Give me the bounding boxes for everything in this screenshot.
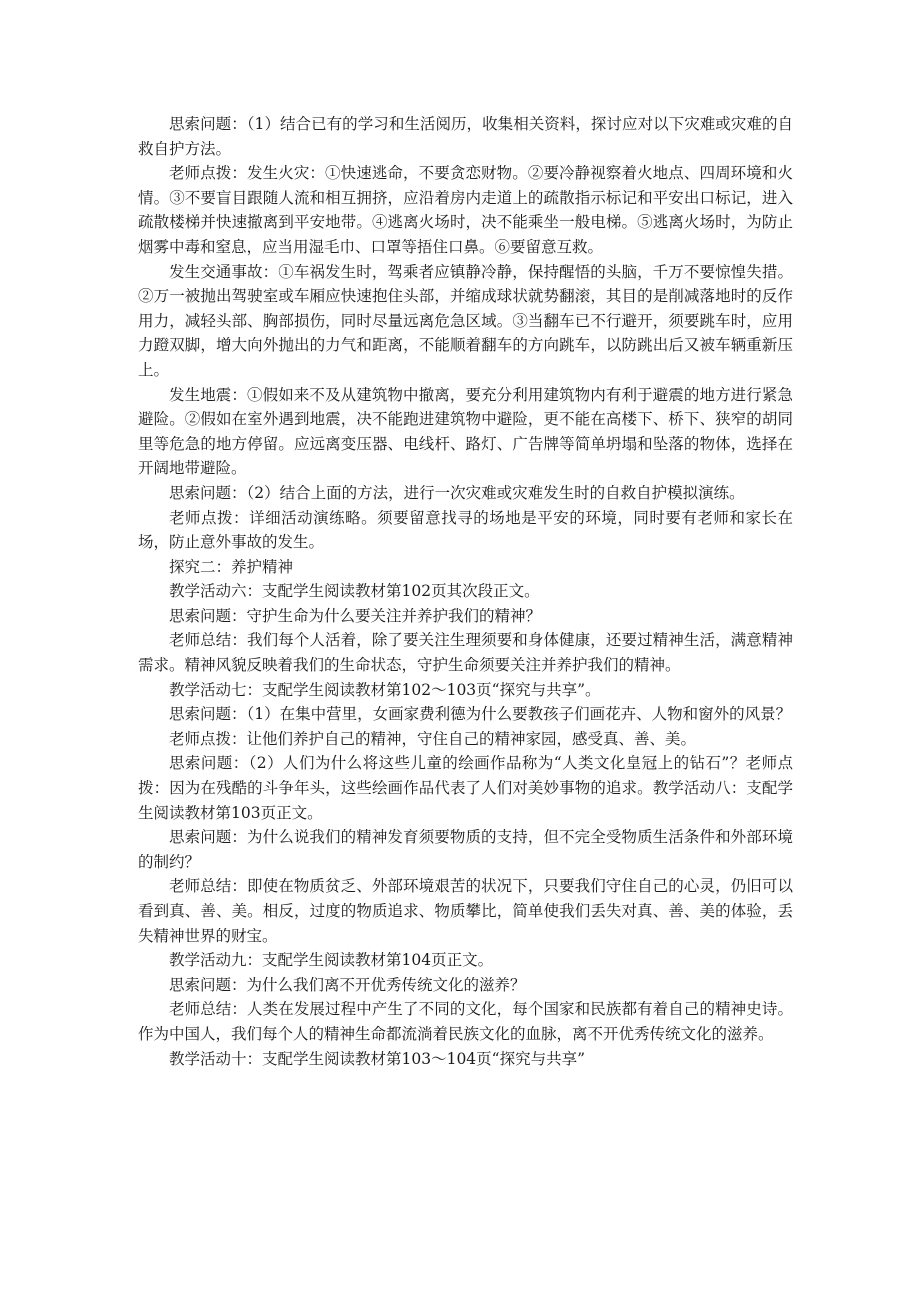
paragraph: 思索问题：守护生命为什么要关注并养护我们的精神？ [169,606,542,625]
paragraph: 教学活动六：支配学生阅读教材第102页其次段正文。 [169,582,540,601]
paragraph: 思索问题：为什么说我们的精神发育须要物质的支持，但不完全受物质生活条件和外部环境的制约？ [138,828,793,871]
paragraph: 老师总结：我们每个人活着，除了要关注生理须要和身体健康，还要过精神生活，满意精神需求。精神风貌反映着我们的生命状态，守护生命须要关注并养护我们的精神。 [138,631,793,675]
paragraph: 教学活动十：支配学生阅读教材第103～104页“探究与共享” [169,1049,586,1068]
paragraph: 思索问题：（1）在集中营里，女画家费利德为什么要教孩子们画花卉、人物和窗外的风景？ [169,705,792,724]
paragraph: 老师总结：人类在发展过程中产生了不同的文化，每个国家和民族都有着自己的精神史诗。作为中国人，我们每个人的精神生命都流淌着民族文化的血脉，离不开优秀传统文化的滋养。 [138,1000,793,1043]
paragraph: 思索问题：（2）人们为什么将这些儿童的绘画作品称为“人类文化皇冠上的钻石”？老师点拨：因为在残酷的斗争年头，这些绘画作品代表了人们对美妙事物的追求。教学活动八：支配学生阅读教材第103页正文。 [138,754,793,822]
paragraph: 老师点拨：发生火灾：①快速逃命，不要贪恋财物。②要冷静视察着火地点、四周环境和火情。③不要盲目跟随人流和相互拥挤，应沿着房内走道上的疏散指示标记和平安出口标记，进入疏散楼梯并快速撤离到平安地带。④逃离火场时，决不能乘坐一般电梯。⑤逃离火场时，为防止烟雾中毒和窒息，应当用湿毛巾、口罩等捂住口鼻。⑥要留意互救。 [138,164,793,256]
paragraph: 思索问题：（2）结合上面的方法，进行一次灾难或灾难发生时的自救自护模拟演练。 [169,483,745,502]
section-heading: 探究二：养护精神 [169,557,294,576]
paragraph: 教学活动七：支配学生阅读教材第102～103页“探究与共享”。 [169,680,601,699]
paragraph: 思索问题：（1）结合已有的学习和生活阅历，收集相关资料，探讨应对以下灾难或灾难的自救自护方法。 [138,115,793,158]
paragraph: 发生交通事故：①车祸发生时，驾乘者应镇静冷静，保持醒悟的头脑，千万不要惊惶失措。②万一被抛出驾驶室或车厢应快速抱住头部，并缩成球状就势翻滚，其目的是削减落地时的反作用力，减轻头部、胸部损伤，同时尽量远离危急区域。③当翻车已不行避开，须要跳车时，应用力蹬双脚，增大向外抛出的力气和距离，不能顺着翻车的方向跳车，以防跳出后又被车辆重新压上。 [138,262,793,379]
document-body [138,112,793,1071]
paragraph: 教学活动九：支配学生阅读教材第104页正文。 [169,951,494,970]
paragraph: 思索问题：为什么我们离不开优秀传统文化的滋养？ [169,975,526,994]
paragraph: 老师点拨：详细活动演练略。须要留意找寻的场地是平安的环境，同时要有老师和家长在场，防止意外事故的发生。 [138,508,793,552]
paragraph: 老师总结：即使在物质贫乏、外部环境艰苦的状况下，只要我们守住自己的心灵，仍旧可以看到真、善、美。相反，过度的物质追求、物质攀比，简单使我们丢失对真、善、美的体验，丢失精神世界的财宝。 [138,877,793,945]
paragraph: 发生地震：①假如来不及从建筑物中撤离，要充分利用建筑物内有利于避震的地方进行紧急避险。②假如在室外遇到地震，决不能跑进建筑物中避险，更不能在高楼下、桥下、狭窄的胡同里等危急的地方停留。应远离变压器、电线杆、路灯、广告牌等简单坍塌和坠落的物体，选择在开阔地带避险。 [138,385,793,478]
paragraph: 老师点拨：让他们养护自己的精神，守住自己的精神家园，感受真、善、美。 [169,729,697,748]
